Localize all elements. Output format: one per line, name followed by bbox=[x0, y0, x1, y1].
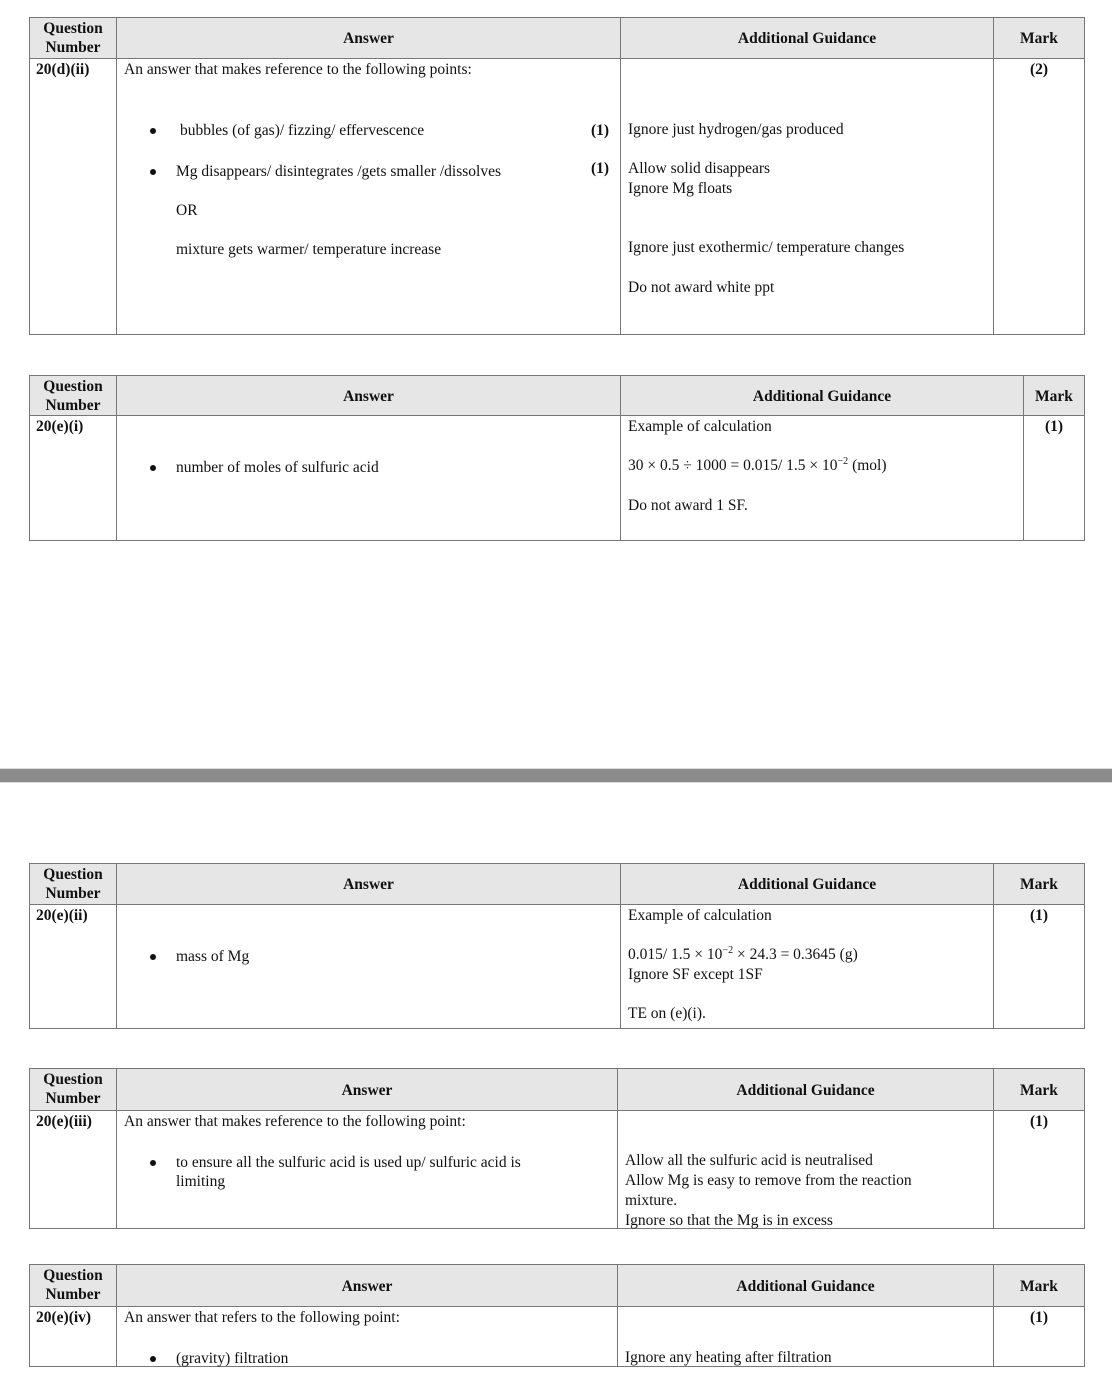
mark-header: Mark bbox=[1020, 1082, 1058, 1099]
mark-value: (1) bbox=[1044, 418, 1064, 435]
guidance-header: Additional Guidance bbox=[737, 876, 877, 893]
guidance-header: Additional Guidance bbox=[736, 1082, 875, 1099]
calculation-text: 30 × 0.5 ÷ 1000 = 0.015/ $1.5 \times 10^{-2}$ (mol) bbox=[628, 455, 887, 474]
answer-point: Mg disappears/ disintegrates /gets smaller /dissolves bbox=[176, 163, 502, 180]
bullet-icon bbox=[150, 128, 156, 134]
guidance-text: Ignore so that the Mg is in excess bbox=[625, 1212, 833, 1229]
answer-intro: An answer that makes reference to the following points: bbox=[124, 61, 472, 78]
page-separator bbox=[0, 768, 1112, 783]
question-number-header: Question Number bbox=[43, 1267, 103, 1303]
answer-point: to ensure all the sulfuric acid is used up/ sulfuric acid is bbox=[176, 1154, 521, 1171]
question-number: 20(e)(i) bbox=[36, 418, 84, 435]
question-number-header: Question Number bbox=[43, 1071, 103, 1107]
guidance-header: Additional Guidance bbox=[752, 388, 892, 405]
point-mark: (1) bbox=[591, 160, 610, 177]
mark-value: (2) bbox=[1029, 61, 1049, 78]
mark-table-20e-iii bbox=[29, 1068, 1085, 1229]
or-label: OR bbox=[176, 202, 198, 219]
mark-table-20d-ii bbox=[29, 17, 1085, 335]
answer-point: bubbles (of gas)/ fizzing/ effervescence bbox=[180, 122, 425, 139]
guidance-text: Do not award 1 SF. bbox=[628, 497, 748, 514]
answer-alternative: mixture gets warmer/ temperature increase bbox=[176, 241, 442, 258]
mark-header: Mark bbox=[1020, 876, 1058, 893]
answer-header: Answer bbox=[343, 388, 394, 405]
mark-value: (1) bbox=[1029, 907, 1049, 924]
guidance-header: Additional Guidance bbox=[737, 30, 877, 47]
answer-intro: An answer that refers to the following point: bbox=[124, 1309, 400, 1326]
question-number: 20(e)(iii) bbox=[36, 1113, 92, 1130]
bullet-icon bbox=[150, 465, 156, 471]
question-number: 20(e)(ii) bbox=[36, 907, 88, 924]
answer-intro: An answer that makes reference to the following point: bbox=[124, 1113, 466, 1130]
question-number: 20(d)(ii) bbox=[36, 61, 90, 78]
mark-header: Mark bbox=[1020, 30, 1058, 47]
guidance-text: Ignore SF except 1SF bbox=[628, 966, 763, 983]
answer-header: Answer bbox=[341, 1278, 393, 1295]
question-number: 20(e)(iv) bbox=[36, 1309, 92, 1326]
mark-table-20e-i bbox=[29, 375, 1085, 541]
calculation-text: 0.015/ $1.5 \times 10^{-2} \times 24.3 = 0.3645$ (g) bbox=[628, 944, 858, 963]
question-number-header: Question Number bbox=[43, 378, 103, 414]
answer-point: mass of Mg bbox=[176, 948, 250, 965]
guidance-text: Ignore Mg floats bbox=[628, 180, 733, 197]
guidance-text: Allow solid disappears bbox=[628, 160, 771, 177]
guidance-text: Allow Mg is easy to remove from the reaction bbox=[625, 1172, 912, 1189]
guidance-text: Ignore just hydrogen/gas produced bbox=[628, 121, 844, 138]
answer-header: Answer bbox=[343, 30, 394, 47]
guidance-text: Ignore any heating after filtration bbox=[625, 1349, 832, 1366]
answer-header: Answer bbox=[341, 1082, 393, 1099]
mark-table-20e-ii bbox=[29, 863, 1085, 1029]
guidance-text: Allow all the sulfuric acid is neutralised bbox=[625, 1152, 873, 1169]
mark-header: Mark bbox=[1020, 1278, 1058, 1295]
bullet-icon bbox=[150, 954, 156, 960]
mark-table-20e-iv bbox=[29, 1264, 1085, 1367]
guidance-header: Additional Guidance bbox=[736, 1278, 875, 1295]
mark-header: Mark bbox=[1035, 388, 1073, 405]
bullet-icon bbox=[150, 1356, 156, 1362]
answer-header: Answer bbox=[343, 876, 394, 893]
answer-point: (gravity) filtration bbox=[176, 1350, 289, 1367]
mark-value: (1) bbox=[1029, 1309, 1049, 1326]
point-mark: (1) bbox=[591, 122, 610, 139]
guidance-text: Example of calculation bbox=[628, 907, 772, 924]
question-number-header: Question Number bbox=[43, 20, 103, 56]
answer-point: number of moles of sulfuric acid bbox=[176, 459, 379, 476]
guidance-text: mixture. bbox=[625, 1192, 678, 1209]
answer-point-cont: limiting bbox=[176, 1173, 226, 1190]
guidance-text: Ignore just exothermic/ temperature changes bbox=[628, 239, 905, 256]
bullet-icon bbox=[150, 169, 156, 175]
guidance-text: Example of calculation bbox=[628, 418, 772, 435]
mark-value: (1) bbox=[1029, 1113, 1049, 1130]
question-number-header: Question Number bbox=[43, 866, 103, 902]
bullet-icon bbox=[150, 1160, 156, 1166]
guidance-text: TE on (e)(i). bbox=[628, 1005, 706, 1022]
guidance-text: Do not award white ppt bbox=[628, 279, 775, 296]
